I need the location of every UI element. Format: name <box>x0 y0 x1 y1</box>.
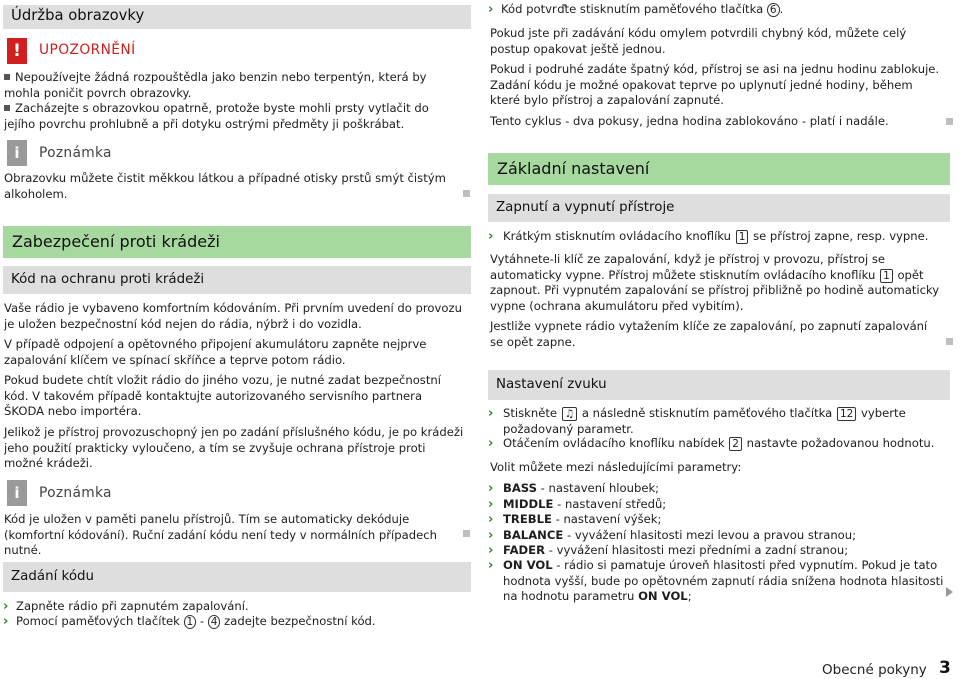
warning-block <box>7 36 473 66</box>
paragraph-key-off: Jestliže vypnete rádio vytažením klíče ze zapalování, po zapnutí zapalování se opět zapne. <box>490 319 928 349</box>
continue-arrow-icon <box>946 587 953 597</box>
end-square-icon <box>946 118 953 125</box>
step-arrow-icon: › <box>488 528 494 543</box>
subsection-title-code: Kód na ochranu proti krádeži <box>3 266 471 294</box>
warning-item-2: Zacházejte s obrazovkou opatrně, protože byste mohli prsty vytlačit do jejího povrchu prohlubně a při dotyku ostrými předměty ji poškrábat. <box>4 101 429 131</box>
bullet-square-icon <box>4 74 10 80</box>
step-1: › Zapněte rádio při zapnutém zapalování. <box>3 599 249 614</box>
menu-knob-2: 2 <box>729 437 742 451</box>
paragraph-auto-off: Vytáhnete-li klíč ze zapalování, když je přístroj v provozu, přístroj se automaticky vypne. Přístroj můžete stisknutím ovládacího knoflíku 1 opět zapnout. Při vypnutém zapalování se přístroj přibližně po hodině automaticky vypne (ochrana akumulátoru před vybitím). <box>490 252 940 313</box>
paragraph-1: Vaše rádio je vybaveno komfortním kódováním. Při prvním uvedení do provozu je uložen bezpečnostní kód nejen do rádia, nýbrž i do vozidla. <box>4 301 462 331</box>
info-icon: i <box>7 140 27 166</box>
control-knob-1: 1 <box>880 269 893 283</box>
info-icon: i <box>7 480 27 506</box>
end-square-icon <box>463 190 470 197</box>
warning-icon: ! <box>7 38 27 64</box>
param-item: › TREBLE - nastavení výšek; <box>488 512 662 527</box>
note-text-2: Kód je uložen v paměti panelu přístrojů. Tím se automaticky dekóduje (komfortní kódování). Ruční zadání kódu není tedy v normálních případech nutné. <box>4 512 437 557</box>
paragraph-lock: Pokud i podruhé zadáte špatný kód, přístroj se asi na jednu hodinu zablokuje. Zadání kódu je možné opakovat teprve po uplynutí jedné hodiny, během které bylo přístroj a zapalování zapnuté. <box>490 62 940 107</box>
paragraph-3: Pokud budete chtít vložit rádio do jiného vozu, je nutné zadat bezpečnostní kód. V takovém případě kontaktujte autorizovaného servisního partnera ŠKODA nebo importéra. <box>4 373 441 418</box>
param-item: › ON VOL - rádio si pamatuje úroveň hlasitosti před vypnutím. Pokud je tato hodnota vyšší, bude po opětovném zapnutí rádia snížena hodnota hlasitosti na hodnotu parametru ON VOL; <box>488 558 944 603</box>
note-title: Poznámka <box>39 145 112 161</box>
preset-button-1: 1 <box>184 615 197 629</box>
step-arrow-icon: › <box>3 614 9 629</box>
step-arrow-icon: › <box>488 2 494 17</box>
paragraph-cycle: Tento cyklus - dva pokusy, jedna hodina zablokováno - platí i nadále. <box>490 114 889 128</box>
step-arrow-icon: › <box>488 481 494 496</box>
subsection-title-sound: Nastavení zvuku <box>488 370 950 400</box>
params-intro: Volit můžete mezi následujícími parametry: <box>490 460 742 474</box>
step-arrow-icon: › <box>488 229 494 244</box>
bullet-square-icon <box>4 105 10 111</box>
param-item: › BALANCE - vyvážení hlasitosti mezi levou a pravou stranou; <box>488 528 857 543</box>
paragraph-4: Jelikož je přístroj provozuschopný jen po zadání příslušného kódu, je po krádeži jeho použití prakticky vyloučeno, a tím se zvyšuje ochrana přístroje proti možné krádeži. <box>4 425 464 470</box>
param-item: › BASS - nastavení hloubek; <box>488 481 660 496</box>
page-number: 3 <box>939 658 951 678</box>
sound-note-icon: ♫ <box>562 407 577 421</box>
step-confirm-code: › Kód potvrďte stisknutím paměťového tlačítka 6 . <box>488 2 784 17</box>
param-item: › MIDDLE - nastavení středů; <box>488 497 667 512</box>
note-block-2 <box>7 480 473 508</box>
step-2: › Pomocí paměťových tlačítek 1 - 4 zadejte bezpečnostní kód. <box>3 614 376 629</box>
paragraph-2: V případě odpojení a opětovného připojení akumulátoru zapněte nejprve zapalování klíčem ve spínací skříňce a teprve potom rádio. <box>4 337 427 367</box>
footer-section: Obecné pokyny <box>822 662 927 678</box>
step-arrow-icon: › <box>488 436 494 451</box>
step-arrow-icon: › <box>488 497 494 512</box>
note-text-1: Obrazovku můžete čistit měkkou látkou a případné otisky prstů smýt čistým alkoholem. <box>4 171 446 201</box>
step-arrow-icon: › <box>488 512 494 527</box>
section-title-basic-settings: Základní nastavení <box>488 153 950 185</box>
step-power: › Krátkým stisknutím ovládacího knoflíku 1 se přístroj zapne, resp. vypne. <box>488 229 929 244</box>
step-arrow-icon: › <box>488 406 494 421</box>
paragraph-wrong-code: Pokud jste při zadávání kódu omylem potvrdili chybný kód, můžete celý postup opakovat ještě jednou. <box>490 26 907 56</box>
note-block-1 <box>7 140 473 168</box>
end-square-icon <box>463 530 470 537</box>
step-arrow-icon: › <box>488 558 494 573</box>
section-title-enter-code: Zadání kódu <box>3 562 471 592</box>
step-arrow-icon: › <box>3 599 9 614</box>
preset-button-4: 4 <box>208 615 221 629</box>
sound-step-2: › Otáčením ovládacího knoflíku nabídek 2 nastavte požadovanou hodnotu. <box>488 436 935 451</box>
warning-title: UPOZORNĚNÍ <box>39 42 136 58</box>
preset-button-12: 12 <box>837 407 856 421</box>
sound-step-1: › Stiskněte ♫ a následně stisknutím paměťového tlačítka 12 vyberte požadovaný parametr. <box>488 406 906 436</box>
note-title: Poznámka <box>39 485 112 501</box>
warning-item-1: Nepoužívejte žádná rozpouštědla jako benzin nebo terpentýn, která by mohla poničit povrch obrazovky. <box>4 70 427 100</box>
preset-button-6: 6 <box>767 3 780 17</box>
control-knob-1: 1 <box>736 230 749 244</box>
param-item: › FADER - vyvážení hlasitosti mezi předními a zadní stranou; <box>488 543 849 558</box>
end-square-icon <box>946 338 953 345</box>
step-arrow-icon: › <box>488 543 494 558</box>
section-title-screen-care: Údržba obrazovky <box>3 5 471 29</box>
subsection-title-on-off: Zapnutí a vypnutí přístroje <box>488 194 950 222</box>
section-title-theft: Zabezpečení proti krádeži <box>3 226 471 258</box>
